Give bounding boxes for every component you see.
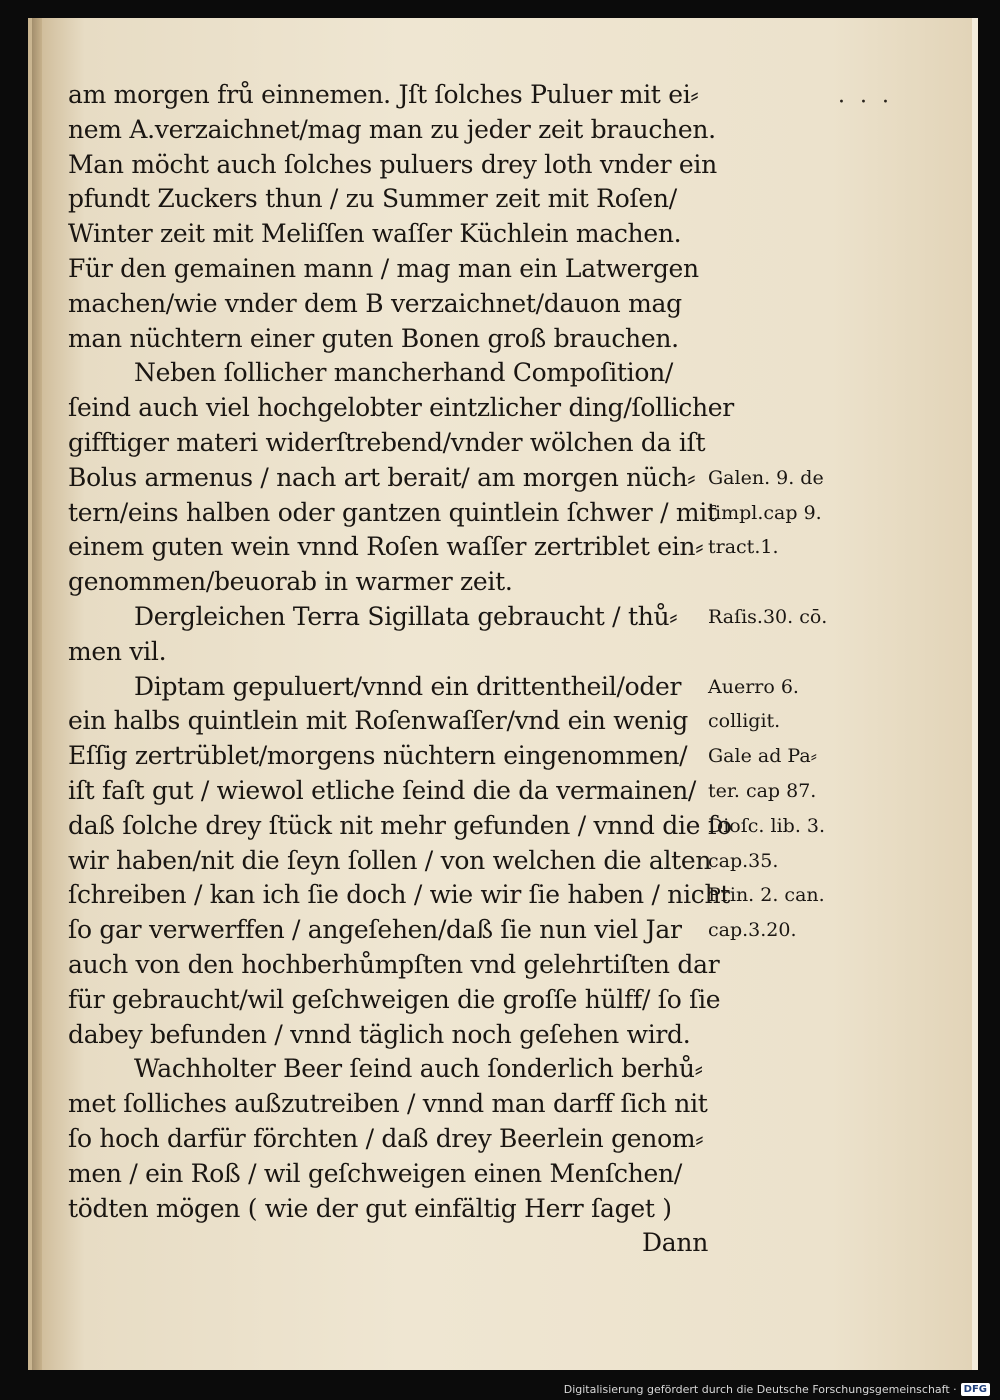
margin-note: Raſis.30. cō. [708, 606, 828, 628]
text-line: ſeind auch viel hochgelobter eintzlicher ding/ſollicher [68, 393, 734, 423]
text-line: nem A.verzaichnet/mag man zu jeder zeit brauchen. [68, 114, 716, 144]
text-line: men vil. [68, 636, 167, 666]
text-line: Diptam gepuluert/vnnd ein drittentheil/oder [134, 671, 682, 701]
text-line: Eſſig zertrüblet/morgens nüchtern eingenommen/ [68, 741, 688, 771]
text-line: iſt faſt gut / wiewol etliche ſeind die da vermainen/ [68, 775, 697, 805]
text-line: genommen/beuorab in warmer zeit. [68, 567, 513, 597]
text-line: Bolus armenus / nach art berait/ am morgen nüch⸗ [68, 462, 696, 492]
text-line: Winter zeit mit Meliſſen waſſer Küchlein machen. [68, 219, 682, 249]
text-line: ſo hoch darfür förchten / daß drey Beerlein genom⸗ [68, 1123, 704, 1153]
text-line: tödten mögen ( wie der gut einfältig Herr ſaget ) [68, 1193, 672, 1223]
text-line: man nüchtern einer guten Bonen groß brauchen. [68, 323, 679, 353]
text-line: ein halbs quintlein mit Roſenwaſſer/vnd ein wenig [68, 706, 689, 736]
margin-note: ter. cap 87. [708, 780, 817, 802]
text-line: ſo gar verwerffen / angeſehen/daß ſie nun viel Jar [68, 915, 682, 945]
margin-note: tract.1. [708, 536, 779, 559]
footer-credit-text: Digitalisierung gefördert durch die Deutsche Forschungsgemeinschaft · [563, 1383, 957, 1396]
text-line: pfundt Zuckers thun / zu Summer zeit mit Roſen/ [68, 184, 677, 214]
text-line: Man möcht auch ſolches puluers drey loth vnder ein [68, 149, 717, 179]
text-line: am morgen frů einnemen. Jſt ſolches Puluer mit ei⸗ [68, 80, 699, 109]
text-line: tern/eins halben oder gantzen quintlein ſchwer / mit [68, 497, 717, 527]
page-top-mark: · · · [838, 90, 893, 115]
margin-note: cap.3.20. [708, 919, 797, 942]
text-line: met ſolliches außzutreiben / vnnd man darff ſich nit [68, 1089, 708, 1119]
catchword: Dann [642, 1228, 708, 1258]
text-line: Für den gemainen mann / mag man ein Latwergen [68, 253, 699, 283]
dfg-logo-icon: DFG [961, 1383, 990, 1396]
book-page [28, 18, 978, 1370]
text-line: machen/wie vnder dem B verzaichnet/dauon mag [68, 288, 682, 318]
text-line: Wachholter Beer ſeind auch ſonderlich berhů⸗ [134, 1054, 703, 1084]
margin-note: Galen. 9. de [708, 466, 824, 489]
margin-note: Prin. 2. can. [708, 884, 825, 907]
margin-note: ſimpl.cap 9. [708, 501, 822, 524]
text-line: daß ſolche drey ſtück nit mehr gefunden / vnnd die ſo [68, 810, 732, 840]
text-line: dabey befunden / vnnd täglich noch geſehen wird. [68, 1019, 691, 1049]
digitization-credit [564, 1383, 990, 1396]
text-line: ſchreiben / kan ich ſie doch / wie wir ſie haben / nicht [68, 880, 731, 910]
text-line: Dergleichen Terra Sigillata gebraucht / thů⸗ [134, 601, 678, 631]
text-line: auch von den hochberhůmpſten vnd gelehrtiſten dar [68, 949, 720, 979]
margin-note: Dioſc. lib. 3. [708, 814, 826, 837]
margin-note: cap.35. [708, 849, 779, 872]
text-line: wir haben/nit die ſeyn ſollen / von welchen die alten [68, 845, 712, 875]
text-line: gifftiger materi widerſtrebend/vnder wölchen da iſt [68, 427, 706, 457]
margin-note: Auerro 6. [708, 675, 799, 698]
text-line: Neben ſollicher mancherhand Compoſition/ [134, 358, 674, 388]
text-line: men / ein Roß / wil geſchweigen einen Menſchen/ [68, 1158, 682, 1188]
text-line: einem guten wein vnnd Roſen waſſer zertriblet ein⸗ [68, 532, 704, 562]
margin-note: colligit. [708, 710, 781, 733]
page-gutter-shadow [32, 18, 42, 1370]
text-line: für gebraucht/wil geſchweigen die groſſe hülff/ ſo ſie [68, 984, 721, 1014]
margin-note: Gale ad Pa⸗ [708, 745, 817, 768]
page-body-text [68, 78, 734, 1261]
